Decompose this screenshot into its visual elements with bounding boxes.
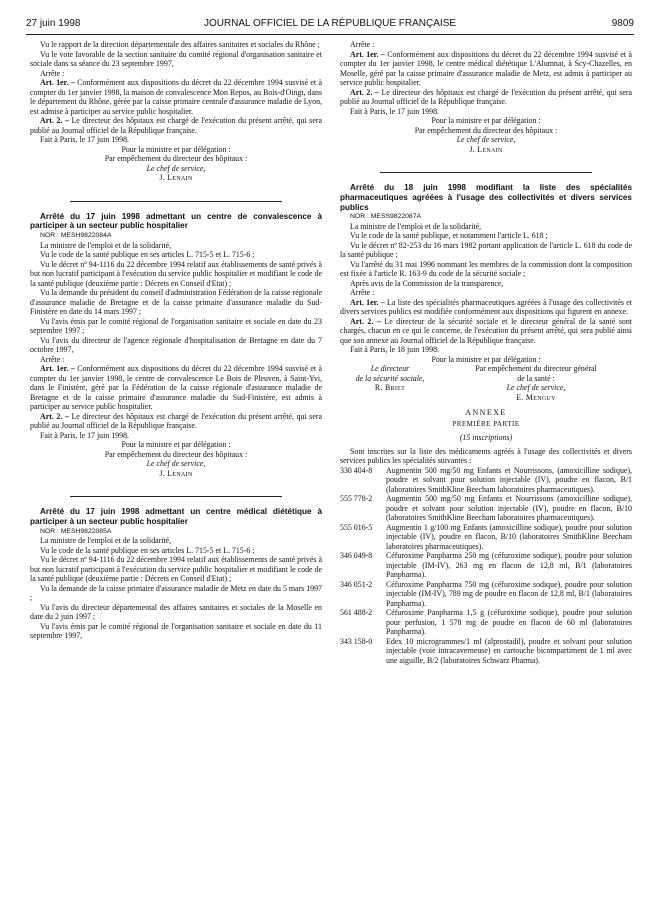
nor-reference: NOR : MESH9822085A xyxy=(40,527,112,535)
signature-header: Pour la ministre et par délégation : xyxy=(431,354,541,364)
medication-description: Augmentin 1 g/100 mg Enfants (amoxicilline sodique), poudre pour solution injectable (IV), poudre en flacon, B/10 (laboratoires SmithKline Beecham laboratoires pharmaceutiques). xyxy=(386,522,632,551)
medication-description: Céfuroxime Panpharma 250 mg (céfuroxime sodique), poudre pour solution injectable (IM-IV), 263 mg en flacon de 12,8 ml, B/1 (laboratoires Panpharma). xyxy=(386,551,632,580)
signature-block: Pour la ministre et par délégation : Par empêchement du directeur des hôpitaux : Le chef de service, J. Lenain xyxy=(104,440,248,478)
cip-code: 561 488-2 xyxy=(340,608,373,618)
list-item xyxy=(340,494,632,523)
list-item xyxy=(340,551,632,580)
annex-count: (15 inscriptions) xyxy=(459,433,513,443)
article-1: Art. 1er. – Conformément aux dispositions du décret du 22 décembre 1994 susvisé et à compter du 1er janvier 1998, le centre médical diététique L'Alumnat, à Scy-Chazelles, en Moselle, géré par la caisse primaire d'assurance maladie de Metz, est admis à participer au service public hospitalier. xyxy=(340,49,632,87)
cip-code: 343 158-0 xyxy=(340,636,373,646)
header-date: 27 juin 1998 xyxy=(26,18,81,29)
article-1: Art. 1er. – Conformément aux dispositions du décret du 22 décembre 1994 susvisé et à compter du 1er janvier 1998, le centre de convalescence Le Bois de Pleuven, à Saint-Yvi, dans le Finistère, géré par la Fédération de la caisse régionale d'assurance maladie de Bretagne et de la caisse primaire d'assurance maladie du Sud-Finistère, est admis à participer au service public hospitalier. xyxy=(30,364,322,412)
place-date: Fait à Paris, le 17 juin 1998. xyxy=(40,135,129,144)
visa: Vu le code de la santé publique, et notamment l'article L. 618 ; xyxy=(350,231,548,241)
visa: Vu le code de la santé publique en ses articles L. 715-5 et L. 715-6 ; xyxy=(40,250,255,260)
nor-reference: NOR : MESH9822084A xyxy=(40,232,112,240)
visa: La ministre de l'emploi et de la solidarité, xyxy=(350,221,482,231)
annex-intro: Sont inscrites sur la liste des médicaments agréés à l'usage des collectivités et divers services publics les spécialités suivantes : xyxy=(340,446,632,466)
medication-list xyxy=(340,466,632,666)
visa: Vu le décret nº 94-1116 du 22 décembre 1994 relatif aux établissements de santé privés à but non lucratif participant à l'exécution du service public hospitalier et modifiant le code de la santé publique (deuxième partie : Décrets en Conseil d'Etat) ; xyxy=(30,555,322,584)
section-rule xyxy=(70,496,282,497)
cip-code: 346 051-2 xyxy=(340,579,373,589)
article-2: Art. 2. – Le directeur des hôpitaux est chargé de l'exécution du présent arrêté, qui sera publié au Journal officiel de la République française. xyxy=(30,116,322,135)
visa: Vu l'avis du directeur de l'agence régionale d'hospitalisation de Bretagne en date du 7 octobre 1997, xyxy=(30,335,322,355)
cip-code: 346 049-8 xyxy=(340,551,373,561)
visa: Vu le code de la santé publique en ses articles L. 715-5 et L. 715-6 ; xyxy=(40,545,255,555)
arrete-title: Arrêté du 17 juin 1998 admettant un centre médical diététique à participer à un secteur public hospitalier xyxy=(30,507,322,526)
medication-description: Céfuroxime Panpharma 1,5 g (céfuroxime sodique), poudre pour solution pour perfusion, 1 578 mg de poudre en flacon de 60 ml (laboratoires Panpharma). xyxy=(386,608,632,637)
article-label: Art. 1er. – xyxy=(40,364,75,374)
signature-block: Pour la ministre et par délégation : Par empêchement du directeur des hôpitaux : Le chef de service, J. Lenain xyxy=(104,144,248,182)
arrete-label: Arrête : xyxy=(40,354,65,364)
medication-description: Augmentin 500 mg/50 mg Enfants et Nourrissons, (amoxicilline sodique), poudre et solvant pour solution injectable (IV), poudre en flacon, B/1 (laboratoires SmithKline Beecham laboratoires pharmaceutiques). xyxy=(386,465,632,494)
arrete-label: Arrête : xyxy=(350,288,375,298)
article-label: Art. 2. – xyxy=(350,87,379,97)
article-2: Art. 2. – Le directeur des hôpitaux est chargé de l'exécution du présent arrêté, qui sera publié au Journal officiel de la République française. xyxy=(30,411,322,431)
place-date: Fait à Paris, le 17 juin 1998. xyxy=(350,106,439,116)
article-1: Art. 1er. – La liste des spécialités pharmaceutiques agréées à l'usage des collectivités et divers services publics est modifiée conformément aux dispositions qui figurent en annexe. xyxy=(340,297,632,317)
list-item xyxy=(340,580,632,609)
annex-heading: ANNEXE xyxy=(465,408,507,418)
article-label: Art. 1er. – xyxy=(40,78,75,87)
header-title: JOURNAL OFFICIEL DE LA RÉPUBLIQUE FRANÇAISE xyxy=(203,18,457,29)
section-rule xyxy=(70,201,282,202)
signature-left: Le directeur de la sécurité sociale, R. Briet xyxy=(355,364,425,393)
signature-right: Par empêchement du directeur général de la santé : Le chef de service, E. Menguy xyxy=(475,364,597,402)
arrete-title: Arrêté du 18 juin 1998 modifiant la liste des spécialités pharmaceutiques agréées à l'usage des collectivités et divers services publics xyxy=(340,183,632,212)
page-header xyxy=(26,18,634,35)
list-item xyxy=(340,637,632,666)
visa: Vu le vote favorable de la section sanitaire du comité régional d'organisation sanitaire et sociale dans sa séance du 23 septembre 1997, xyxy=(30,49,322,68)
left-column xyxy=(30,40,322,641)
medication-description: Céfuroxime Panpharma 750 mg (céfuroxime sodique), poudre pour solution injectable (IM-IV), 789 mg de poudre en flacon de 12,8 ml, B/1 (laboratoires Panpharma). xyxy=(386,579,632,608)
cip-code: 330 404-8 xyxy=(340,465,373,475)
cip-code: 555 778-2 xyxy=(340,494,373,504)
visa: Après avis de la Commission de la transparence, xyxy=(350,278,504,288)
article-label: Art. 2. – xyxy=(40,411,69,421)
right-column xyxy=(340,40,632,665)
visa: Vu l'avis émis par le comité régional de l'organisation sanitaire et sociale en date du 23 septembre 1997 ; xyxy=(30,316,322,336)
section-rule xyxy=(380,172,592,173)
annex-part: PREMIÈRE PARTIE xyxy=(452,419,520,428)
visa: Vu le rapport de la direction départementale des affaires sanitaires et sociales du Rhône ; xyxy=(40,40,320,49)
visa: La ministre de l'emploi et de la solidarité, xyxy=(40,536,172,546)
article-label: Art. 1er. – xyxy=(350,297,385,307)
visa: Vu l'avis émis par le comité régional de l'organisation sanitaire et sociale en date du 11 septembre 1997, xyxy=(30,621,322,641)
article-label: Art. 2. – xyxy=(40,116,69,125)
medication-description: Augmentin 500 mg/50 mg Enfants et Nourrissons (amoxicilline sodique), poudre et solvant pour solution injectable (IV), poudre en flacon, B/10 (laboratoires SmithKline Beecham laboratoires pharmaceutiques). xyxy=(386,494,632,523)
list-item xyxy=(340,608,632,637)
article-label: Art. 2. – xyxy=(350,316,381,326)
arrete-title: Arrêté du 17 juin 1998 admettant un centre de convalescence à participer à un secteur public hospitalier xyxy=(30,211,322,231)
article-2: Art. 2. – Le directeur des hôpitaux est chargé de l'exécution du présent arrêté, qui sera publié au Journal officiel de la République française. xyxy=(340,87,632,106)
cip-code: 555 016-5 xyxy=(340,522,373,532)
visa: La ministre de l'emploi et de la solidarité, xyxy=(40,240,172,250)
header-page-number: 9809 xyxy=(611,18,634,29)
arrete-label: Arrête : xyxy=(40,68,65,78)
visa: Vu la demande du président du conseil d'administration Fédération de la caisse régionale d'assurance maladie de Bretagne et de la caisse primaire d'assurance maladie du Sud-Finistère en date du 14 mars 1997 ; xyxy=(30,288,322,317)
article-1: Art. 1er. – Conformément aux dispositions du décret du 22 décembre 1994 susvisé et à compter du 1er janvier 1998, la maison de convalescence Mon Repos, au Bois-d'Oingt, dans le département du Rhône, gérée par la caisse primaire centrale d'assurance maladie de Lyon, est admise à participer au service public hospitalier. xyxy=(30,78,322,116)
signature-block: Pour la ministre et par délégation : Par empêchement du directeur des hôpitaux : Le chef de service, J. Lenain xyxy=(414,116,558,154)
visa: Vu l'arrêté du 31 mai 1996 nommant les membres de la commission dont la composition est fixée à l'article R. 163-9 du code de la sécurité sociale ; xyxy=(340,259,632,279)
arrete-label: Arrête : xyxy=(350,40,375,49)
list-item xyxy=(340,466,632,495)
visa: Vu l'avis du directeur départemental des affaires sanitaires et sociales de la Moselle en date du 2 juin 1997 ; xyxy=(30,602,322,622)
article-2: Art. 2. – Le directeur de la sécurité sociale et le directeur général de la santé sont chargés, chacun en ce qui le concerne, de l'exécution du présent arrêté, qui sera publié ainsi que son annexe au Journal officiel de la République française. xyxy=(340,316,632,345)
place-date: Fait à Paris, le 18 juin 1998. xyxy=(350,345,439,355)
list-item xyxy=(340,523,632,552)
article-label: Art. 1er. – xyxy=(350,49,385,59)
medication-description: Edex 10 microgrammes/1 ml (alprostadil), poudre et solvant pour solution injectable (voie intracaverneuse) en cartouche bicompartiment de 1 ml avec une aiguille, B/2 (laboratoires Schwarz Pharma). xyxy=(386,636,632,665)
visa: Vu le décret nº 82-253 du 16 mars 1982 portant application de l'article L. 618 du code de la santé publique ; xyxy=(340,240,632,260)
nor-reference: NOR : MESS9822087A xyxy=(350,213,422,221)
signature-block xyxy=(340,364,632,402)
place-date: Fait à Paris, le 17 juin 1998. xyxy=(40,430,129,440)
visa: Vu le décret nº 94-1116 du 22 décembre 1994 relatif aux établissements de santé privés à but non lucratif participant à l'exécution du service public hospitalier et modifiant le code de la santé publique (deuxième partie : Décrets en Conseil d'Etat) ; xyxy=(30,259,322,288)
visa: Vu la demande de la caisse primaire d'assurance maladie de Metz en date du 5 mars 1997 ; xyxy=(30,583,322,603)
